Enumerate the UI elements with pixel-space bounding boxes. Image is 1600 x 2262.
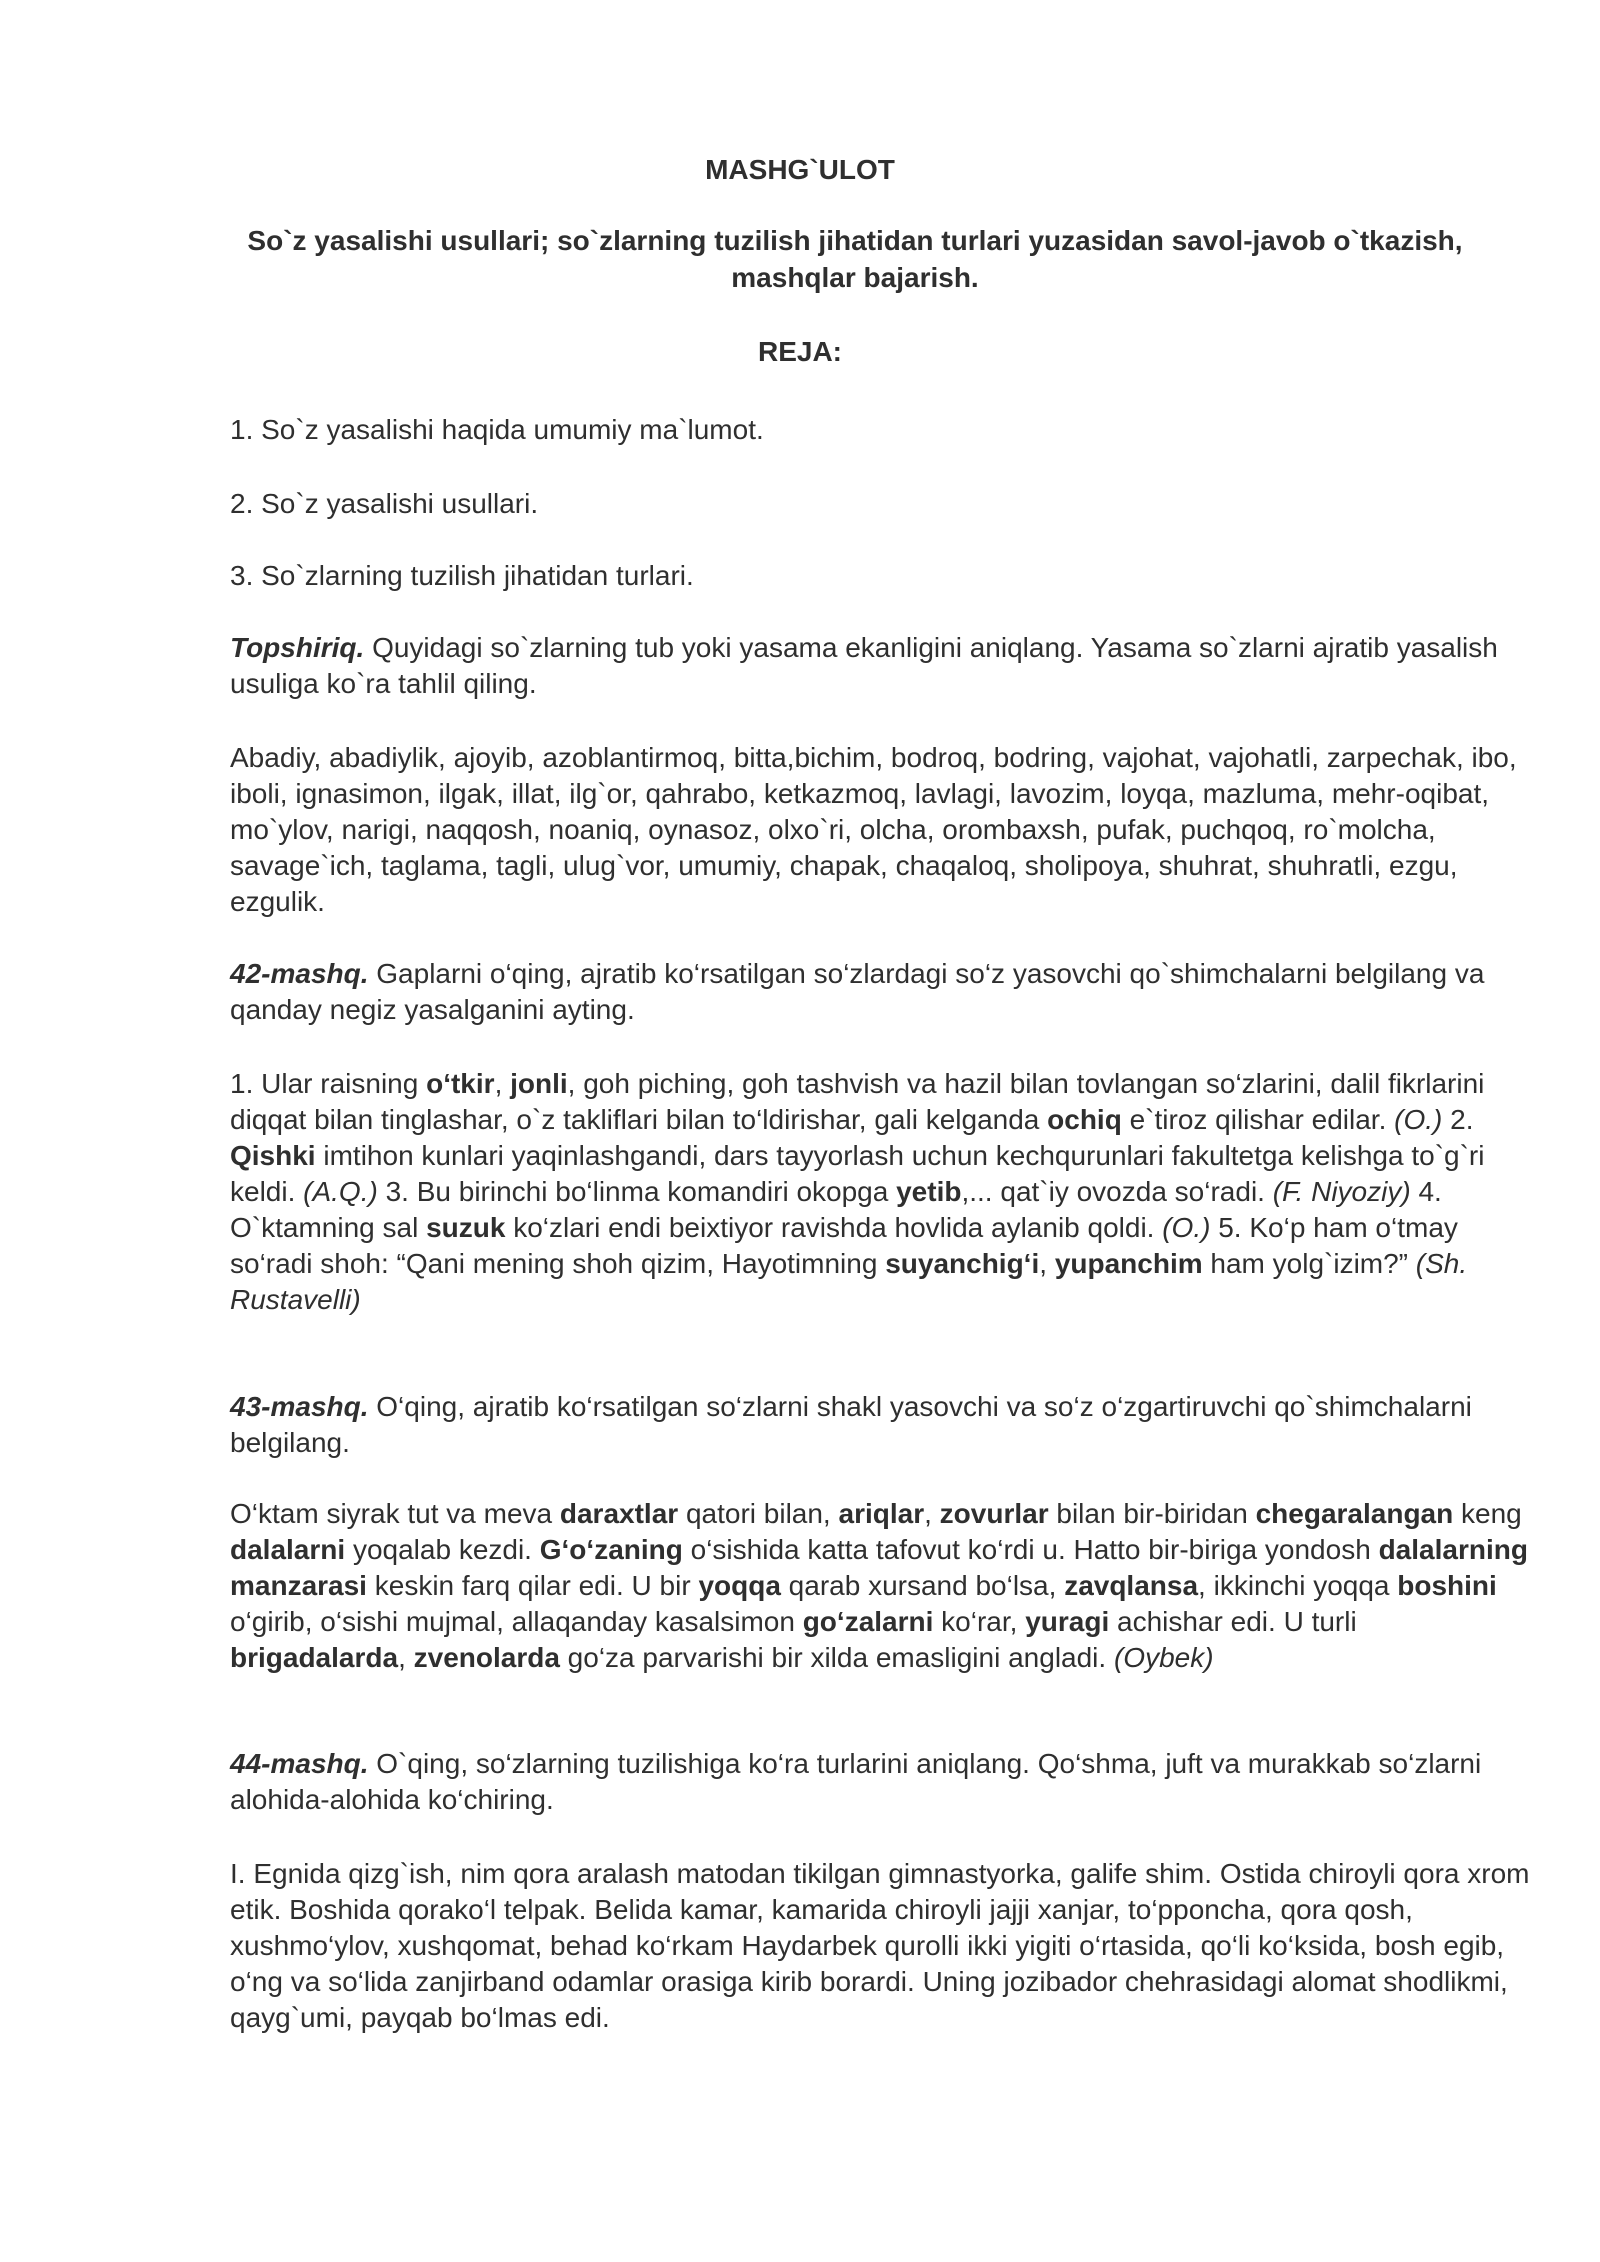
text-run: ko‘zlari endi beixtiyor ravishda hovlida aylanib qoldi.: [505, 1212, 1163, 1243]
page-title: MASHG`ULOT: [705, 154, 895, 185]
text-run: ko‘rar,: [933, 1606, 1026, 1637]
exercise-44-task: [230, 1746, 1530, 1818]
plan-item: 3. So`zlarning tuzilish jihatidan turlari.: [230, 560, 694, 591]
exercise-44-label: 44-mashq.: [230, 1748, 369, 1779]
text-run: keskin farq qilar edi. U bir: [366, 1570, 699, 1601]
highlighted-word: suzuk: [426, 1212, 506, 1243]
text-run: ,: [1039, 1248, 1055, 1279]
highlighted-word: chegaralangan: [1255, 1498, 1454, 1529]
highlighted-word: o‘tkir: [426, 1068, 495, 1099]
highlighted-word: dalalarni: [230, 1534, 346, 1565]
text-run: 3. Bu birinchi bo‘linma komandiri okopga: [377, 1176, 897, 1207]
text-run: achishar edi. U turli: [1109, 1606, 1357, 1637]
text-run: o‘sishida katta tafovut ko‘rdi u. Hatto bir-biriga yondosh: [682, 1534, 1379, 1565]
text-run: ,: [398, 1642, 414, 1673]
exercise-42-task: [230, 956, 1530, 1028]
source-citation: (O.): [1394, 1104, 1443, 1135]
highlighted-word: dalalarning manzarasi: [230, 1534, 1528, 1601]
text-run: ham yolg`izim?”: [1202, 1248, 1416, 1279]
highlighted-word: ariqlar: [838, 1498, 925, 1529]
word-list-paragraph: Abadiy, abadiylik, ajoyib, azoblantirmoq, bitta,bichim, bodroq, bodring, vajohat, vajohatli, zarpechak, ibo, iboli, ignasimon, ilgak, illat, ilg`or, qahrabo, ketkazmoq, lavlagi, lavozim, loyqa, mazluma, mehr-oqibat, mo`ylov, narigi, naqqosh, noaniq, oynasoz, olxo`ri, olcha, orombaxsh, pufak, puchqoq, ro`molcha, savage`ich, taglama, tagli, ulug`vor, umumiy, chapak, chaqaloq, sholipoya, shuhrat, shuhratli, ezgu, ezgulik.: [230, 742, 1517, 917]
exercise-43-label: 43-mashq.: [230, 1391, 369, 1422]
plan-item: 2. So`z yasalishi usullari.: [230, 488, 539, 519]
source-citation: (Sh. Rustavelli): [230, 1248, 1468, 1315]
text-run: e`tiroz qilishar edilar.: [1121, 1104, 1395, 1135]
text-run: O‘ktam siyrak tut va meva: [230, 1498, 560, 1529]
highlighted-word: zvenolarda: [413, 1642, 560, 1673]
exercise-44-instruction: O`qing, so‘zlarning tuzilishiga ko‘ra turlarini aniqlang. Qo‘shma, juft va murakkab so‘zlarni alohida-alohida ko‘chiring.: [230, 1748, 1482, 1815]
text-run: ,: [924, 1498, 940, 1529]
highlighted-word: go‘zalarni: [802, 1606, 934, 1637]
highlighted-word: brigadalarda: [230, 1642, 399, 1673]
highlighted-word: suyanchig‘i: [885, 1248, 1040, 1279]
highlighted-word: jonli: [510, 1068, 568, 1099]
source-citation: (O.): [1162, 1212, 1211, 1243]
source-citation: (A.Q.): [303, 1176, 378, 1207]
exercise-42-instruction: Gaplarni o‘qing, ajratib ko‘rsatilgan so‘zlardagi so‘z yasovchi qo`shimchalarni belgilang va qanday negiz yasalganini ayting.: [230, 958, 1485, 1025]
exercise-43-task: [230, 1389, 1530, 1461]
text-run: , goh piching, goh tashvish va hazil bilan tovlangan so‘zlarini, dalil fikrlarini diqqat bilan tinglashar, o`z takliflari bilan to‘ldirishar, gali kelganda: [230, 1068, 1485, 1135]
highlighted-word: yuragi: [1025, 1606, 1110, 1637]
text-run: 1. Ular raisning: [230, 1068, 427, 1099]
plan-item: 1. So`z yasalishi haqida umumiy ma`lumot.: [230, 414, 764, 445]
text-run: yoqalab kezdi.: [345, 1534, 540, 1565]
text-run: ,... qat`iy ovozda so‘radi.: [961, 1176, 1273, 1207]
highlighted-word: yupanchim: [1054, 1248, 1203, 1279]
highlighted-word: daraxtlar: [559, 1498, 679, 1529]
text-run: ,: [494, 1068, 511, 1099]
lesson-subtitle: So`z yasalishi usullari; so`zlarning tuzilish jihatidan turlari yuzasidan savol-javob o`tkazish, mashqlar bajarish.: [247, 225, 1463, 293]
highlighted-word: Qishki: [230, 1140, 316, 1171]
exercise-43-text: [230, 1496, 1530, 1676]
text-run: go‘za parvarishi bir xilda emasligini angladi.: [559, 1642, 1114, 1673]
text-run: qarab xursand bo‘lsa,: [780, 1570, 1065, 1601]
highlighted-word: yoqqa: [698, 1570, 781, 1601]
text-run: imtihon kunlari yaqinlashgandi, dars tayyorlash uchun kechqurunlari fakultetga kelishga to`g`ri keldi.: [230, 1140, 1485, 1207]
text-run: 4. O`ktamning sal: [230, 1176, 1442, 1243]
exercise-43-instruction: O‘qing, ajratib ko‘rsatilgan so‘zlarni shakl yasovchi va so‘z o‘zgartiruvchi qo`shimchalarni belgilang.: [230, 1391, 1472, 1458]
exercise-42-label: 42-mashq.: [230, 958, 369, 989]
assignment-text: Quyidagi so`zlarning tub yoki yasama ekanligini aniqlang. Yasama so`zlarni ajratib yasalish usuliga ko`ra tahlil qiling.: [230, 632, 1498, 699]
text-run: keng: [1453, 1498, 1522, 1529]
highlighted-word: G‘o‘zaning: [539, 1534, 683, 1565]
assignment-paragraph: [230, 630, 1530, 702]
text-run: bilan bir-biridan: [1048, 1498, 1256, 1529]
highlighted-word: ochiq: [1047, 1104, 1122, 1135]
highlighted-word: boshini: [1397, 1570, 1497, 1601]
text-run: qatori bilan,: [678, 1498, 839, 1529]
text-run: , ikkinchi yoqqa: [1198, 1570, 1398, 1601]
text-run: 5. Ko‘p ham o‘tmay so‘radi shoh: “Qani mening shoh qizim, Hayotimning: [230, 1212, 1458, 1279]
assignment-label: Topshiriq.: [230, 632, 365, 663]
highlighted-word: yetib: [896, 1176, 962, 1207]
highlighted-word: zovurlar: [939, 1498, 1049, 1529]
exercise-44-text: I. Egnida qizg`ish, nim qora aralash matodan tikilgan gimnastyorka, galife shim. Ostida chiroyli qora xrom etik. Boshida qorako‘l telpak. Belida kamar, kamarida chiroyli jajji xanjar, to‘pponcha, qora qosh, xushmo‘ylov, xushqomat, behad ko‘rkam Haydarbek qurolli ikki yigiti o‘rtasida, qo‘li ko‘ksida, bosh egib, o‘ng va so‘lida zanjirband odamlar orasiga kirib borardi. Uning jozibador chehrasidagi alomat shodlikmi, qayg`umi, payqab bo‘lmas edi.: [230, 1858, 1530, 2033]
plan-heading: REJA:: [757, 336, 842, 367]
source-citation: (F. Niyoziy): [1272, 1176, 1411, 1207]
source-citation: (Oybek): [1113, 1642, 1214, 1673]
text-run: 2.: [1442, 1104, 1474, 1135]
text-run: o‘girib, o‘sishi mujmal, allaqanday kasalsimon: [230, 1606, 803, 1637]
highlighted-word: zavqlansa: [1064, 1570, 1199, 1601]
exercise-42-text: [230, 1066, 1530, 1318]
